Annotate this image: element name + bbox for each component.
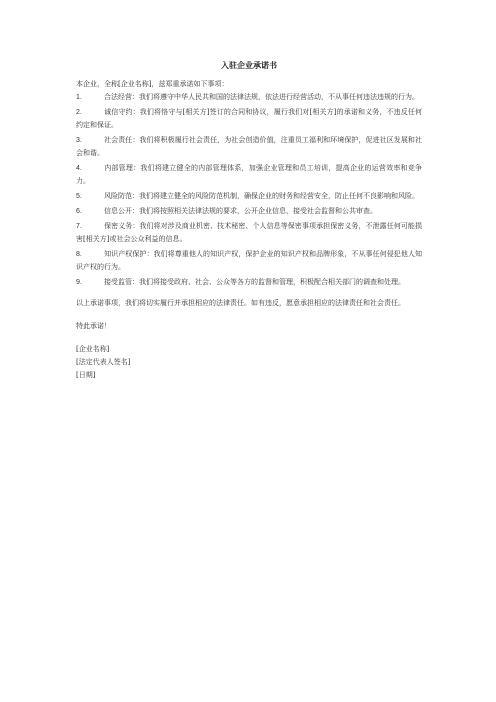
item-text: 保密义务：我们将对涉及商业机密、技术秘密、个人信息等保密事项承担保密义务，不泄露任何可能损害[相关方]或社会公众利益的信息。	[76, 222, 422, 243]
item-number: 8.	[76, 251, 82, 258]
list-item	[76, 190, 422, 203]
company-name-placeholder: [企业名称]	[76, 345, 110, 353]
item-number: 1.	[76, 94, 82, 101]
list-item	[76, 134, 422, 160]
item-text: 社会责任：我们将积极履行社会责任，为社会创造价值，注重员工福利和环境保护，促进社区发展和社会和谐。	[76, 136, 422, 157]
document-body	[76, 60, 422, 382]
item-text: 风险防范：我们将建立健全的风险防范机制，确保企业的财务和经营安全，防止任何不良影响和风险。	[104, 192, 419, 200]
item-number: 7.	[76, 223, 82, 230]
intro-paragraph: 本企业，全称[企业名称]，兹郑重承诺如下事项：	[76, 80, 229, 88]
list-item	[76, 106, 422, 132]
document-title: 入驻企业承诺书	[221, 61, 277, 70]
commitment-list	[76, 91, 422, 289]
signature-block	[76, 343, 422, 382]
list-item	[76, 220, 422, 246]
item-number: 2.	[76, 109, 82, 116]
item-text: 信息公开：我们将按照相关法律法规的要求，公开企业信息，接受社会监督和公共审查。	[104, 207, 377, 215]
item-number: 4.	[76, 165, 82, 172]
list-item	[76, 162, 422, 188]
item-text: 接受监管：我们将接受政府、社会、公众等各方的监督和管理，积极配合相关部门的调查和处理。	[104, 278, 405, 286]
list-item	[76, 205, 422, 218]
item-text: 内部管理：我们将建立健全的内部管理体系，加强企业管理和员工培训，提高企业的运营效率和竞争力。	[76, 164, 422, 185]
closing-paragraph: 以上承诺事项，我们将切实履行并承担相应的法律责任。如有违反，愿意承担相应的法律责任和社会责任。	[76, 299, 405, 307]
item-text: 诚信守约：我们将恪守与[相关方]签订的合同和协议，履行我们对[相关方]的承诺和义务，不违反任何约定和保证。	[76, 108, 422, 129]
item-number: 3.	[76, 137, 82, 144]
item-number: 9.	[76, 279, 82, 286]
date-placeholder: [日期]	[76, 371, 96, 379]
sincerely-line: 特此承诺！	[76, 322, 111, 330]
item-text: 知识产权保护：我们将尊重他人的知识产权，保护企业的知识产权和品牌形象，不从事任何侵犯他人知识产权的行为。	[76, 250, 422, 271]
list-item	[76, 276, 422, 289]
list-item	[76, 91, 422, 104]
item-number: 6.	[76, 208, 82, 215]
item-text: 合法经营：我们将遵守中华人民共和国的法律法规，依法进行经营活动，不从事任何违法违规的行为。	[104, 93, 419, 101]
list-item	[76, 248, 422, 274]
item-number: 5.	[76, 193, 82, 200]
representative-signature-placeholder: [法定代表人签名]	[76, 358, 131, 366]
